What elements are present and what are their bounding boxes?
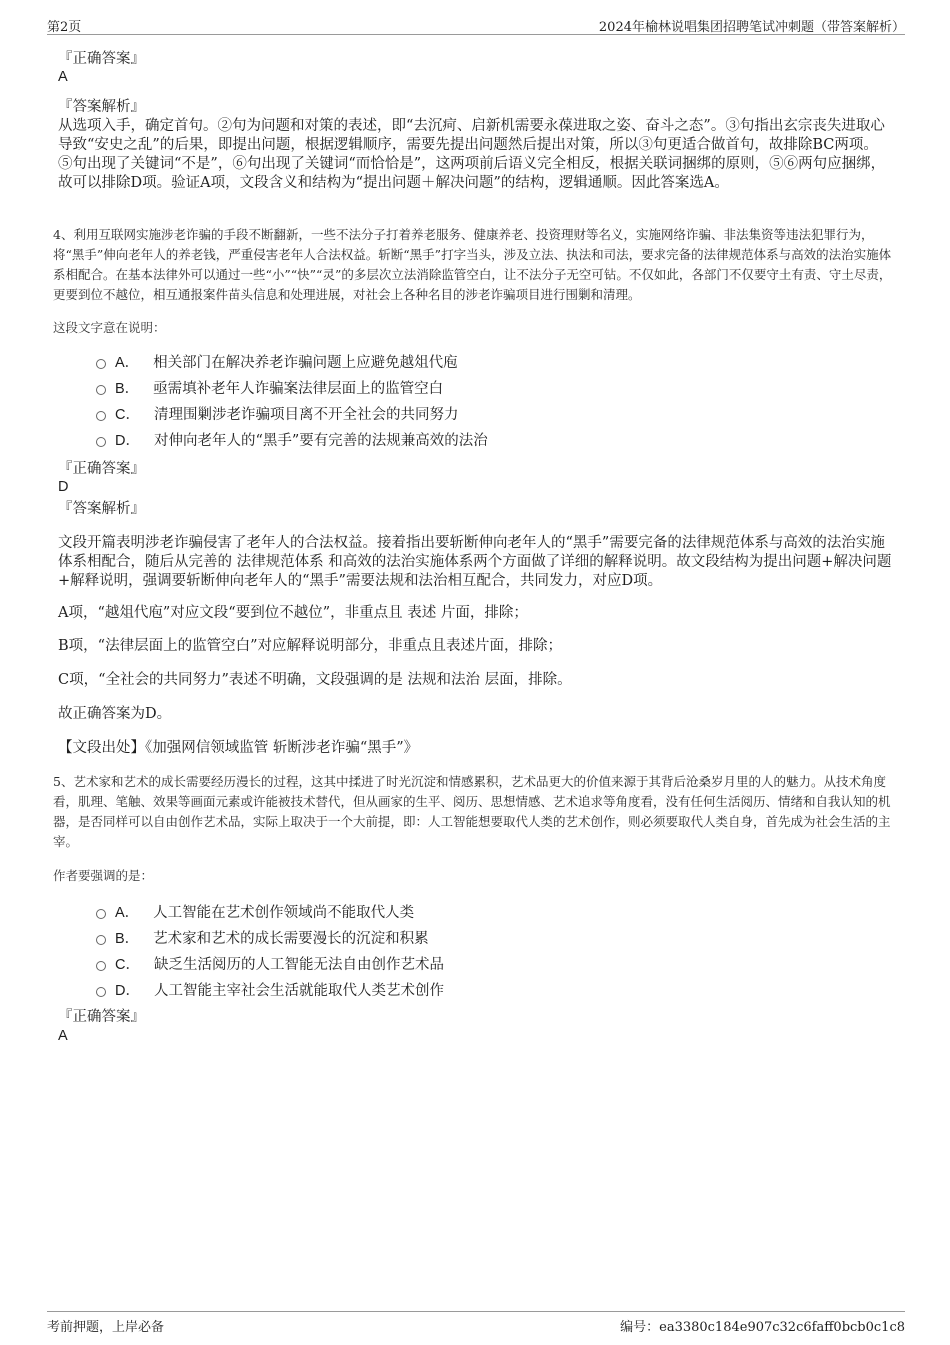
- q4-explain-b: B项，“法律层面上的监管空白”对应解释说明部分，非重点且表述片面，排除；: [58, 638, 562, 654]
- q4-option-b[interactable]: [96, 374, 488, 400]
- q5-prompt: 作者要强调的是：: [53, 868, 154, 883]
- q5-stem: 5、艺术家和艺术的成长需要经历漫长的过程，这其中揉进了时光沉淀和情感累积，艺术品更大的价值来源于其背后沧桑岁月里的人的魅力。从技术角度看，肌理、笔触、效果等画面元素或许能被技术替代，但从画家的生平、阅历、思想情感、艺术追求等角度看，没有任何生活阅历、情绪和自我认知的机器，是否同样可以自由创作艺术品，实际上取决于一个大前提，即：人工智能想要取代人类的艺术创作，则必须要取代人类自身，首先成为社会生活的主宰。: [53, 774, 891, 849]
- q5-option-c[interactable]: [96, 950, 444, 976]
- q4-option-c[interactable]: [96, 400, 488, 426]
- q5-option-b[interactable]: [96, 924, 444, 950]
- document-title: 2024年榆林说唱集团招聘笔试冲刺题（带答案解析）: [598, 20, 905, 35]
- option-letter: A．: [115, 904, 140, 921]
- q4-stem: 4、利用互联网实施涉老诈骗的手段不断翻新，一些不法分子打着养老服务、健康养老、投资理财等名义，实施网络诈骗、非法集资等违法犯罪行为，将“黑手”伸向老年人的养老钱，严重侵害老年人合法权益。斩断“黑手”打字当头，涉及立法、执法和司法，要求完备的法律规范体系与高效的法治实施体系相配合。在基本法律外可以通过一些“小”“快”“灵”的多层次立法消除监管空白，让不法分子无空可钻。不仅如此，各部门不仅要守土有责、守土尽责，更要到位不越位，相互通报案件苗头信息和处理进展，对社会上各种名目的涉老诈骗项目进行围剿和清理。: [53, 227, 892, 302]
- option-letter: C．: [115, 406, 140, 423]
- option-text: 亟需填补老年人诈骗案法律层面上的监管空白: [153, 380, 444, 397]
- q3-analysis-label: 『答案解析』: [58, 99, 145, 115]
- q5-answer-label: 『正确答案』: [58, 1009, 145, 1025]
- radio-icon[interactable]: [96, 935, 106, 945]
- q4-explain-c: C项，“全社会的共同努力”表述不明确，文段强调的是 法规和法治 层面，排除。: [58, 672, 572, 688]
- q4-option-d[interactable]: [96, 426, 488, 452]
- option-letter: B．: [115, 930, 140, 947]
- radio-icon[interactable]: [96, 411, 106, 421]
- option-letter: C．: [115, 956, 140, 973]
- option-letter: D．: [115, 432, 140, 449]
- radio-icon[interactable]: [96, 909, 106, 919]
- option-text: 缺乏生活阅历的人工智能无法自由创作艺术品: [153, 956, 444, 973]
- q4-answer-label: 『正确答案』: [58, 461, 145, 477]
- q4-analysis-label: 『答案解析』: [58, 501, 145, 517]
- footer-slogan: 考前押题，上岸必备: [47, 1320, 165, 1335]
- q4-analysis: 文段开篇表明涉老诈骗侵害了老年人的合法权益。接着指出要斩断伸向老年人的“黑手”需要完备的法律规范体系与高效的法治实施体系相配合，随后从完善的 法律规范体系 和高效的法治实施体系两个方面做了详细的解释说明。故文段结构为提出问题+解决问题+解释说明，强调要斩断伸向老年人的“黑手”需要法规和法治相互配合，共同发力，对应D项。: [58, 535, 892, 589]
- q4-option-a[interactable]: [96, 348, 488, 374]
- q4-conclusion: 故正确答案为D。: [58, 706, 172, 722]
- q5-option-a[interactable]: [96, 898, 444, 924]
- q3-answer: A: [58, 69, 68, 85]
- q4-prompt: 这段文字意在说明：: [53, 320, 166, 335]
- page-number: 第2页: [47, 20, 82, 35]
- option-text: 人工智能主宰社会生活就能取代人类艺术创作: [153, 982, 444, 999]
- q4-explain-a: A项，“越俎代庖”对应文段“要到位不越位”，非重点且 表述 片面，排除；: [58, 605, 528, 621]
- q3-analysis: 从选项入手，确定首句。②句为问题和对策的表述，即“去沉疴、启新机需要永葆进取之姿、奋斗之态”。③句指出玄宗丧失进取心导致“安史之乱”的后果，即提出问题，根据逻辑顺序，需要先提出问题然后提出对策，所以③句更适合做首句，故排除BC两项。⑤句出现了关键词“不是”，⑥句出现了关键词“而恰恰是”，这两项前后语义完全相反，根据关联词捆绑的原则，⑤⑥两句应捆绑，故可以排除D项。验证A项，文段含义和结构为“提出问题＋解决问题”的结构，逻辑通顺。因此答案选A。: [58, 118, 886, 191]
- radio-icon[interactable]: [96, 987, 106, 997]
- q3-answer-label: 『正确答案』: [58, 51, 145, 67]
- q4-options: [96, 348, 488, 452]
- option-text: 相关部门在解决养老诈骗问题上应避免越俎代庖: [153, 354, 458, 371]
- radio-icon[interactable]: [96, 385, 106, 395]
- option-text: 人工智能在艺术创作领域尚不能取代人类: [153, 904, 415, 921]
- document-code: 编号：ea3380c184e907c32c6faff0bcb0c1c8: [620, 1320, 905, 1335]
- q5-options: [96, 898, 444, 1002]
- q5-answer: A: [58, 1028, 68, 1044]
- radio-icon[interactable]: [96, 437, 106, 447]
- option-text: 对伸向老年人的“黑手”要有完善的法规兼高效的法治: [153, 432, 488, 449]
- option-letter: B．: [115, 380, 140, 397]
- option-letter: A．: [115, 354, 140, 371]
- page-header: [47, 14, 905, 35]
- q4-source: 【文段出处】《加强网信领域监管 斩断涉老诈骗“黑手”》: [58, 740, 419, 756]
- radio-icon[interactable]: [96, 359, 106, 369]
- page-footer: [47, 1311, 905, 1334]
- q4-answer: D: [58, 479, 69, 495]
- q5-option-d[interactable]: [96, 976, 444, 1002]
- radio-icon[interactable]: [96, 961, 106, 971]
- option-text: 清理围剿涉老诈骗项目离不开全社会的共同努力: [153, 406, 459, 423]
- option-text: 艺术家和艺术的成长需要漫长的沉淀和积累: [153, 930, 429, 947]
- option-letter: D．: [115, 982, 140, 999]
